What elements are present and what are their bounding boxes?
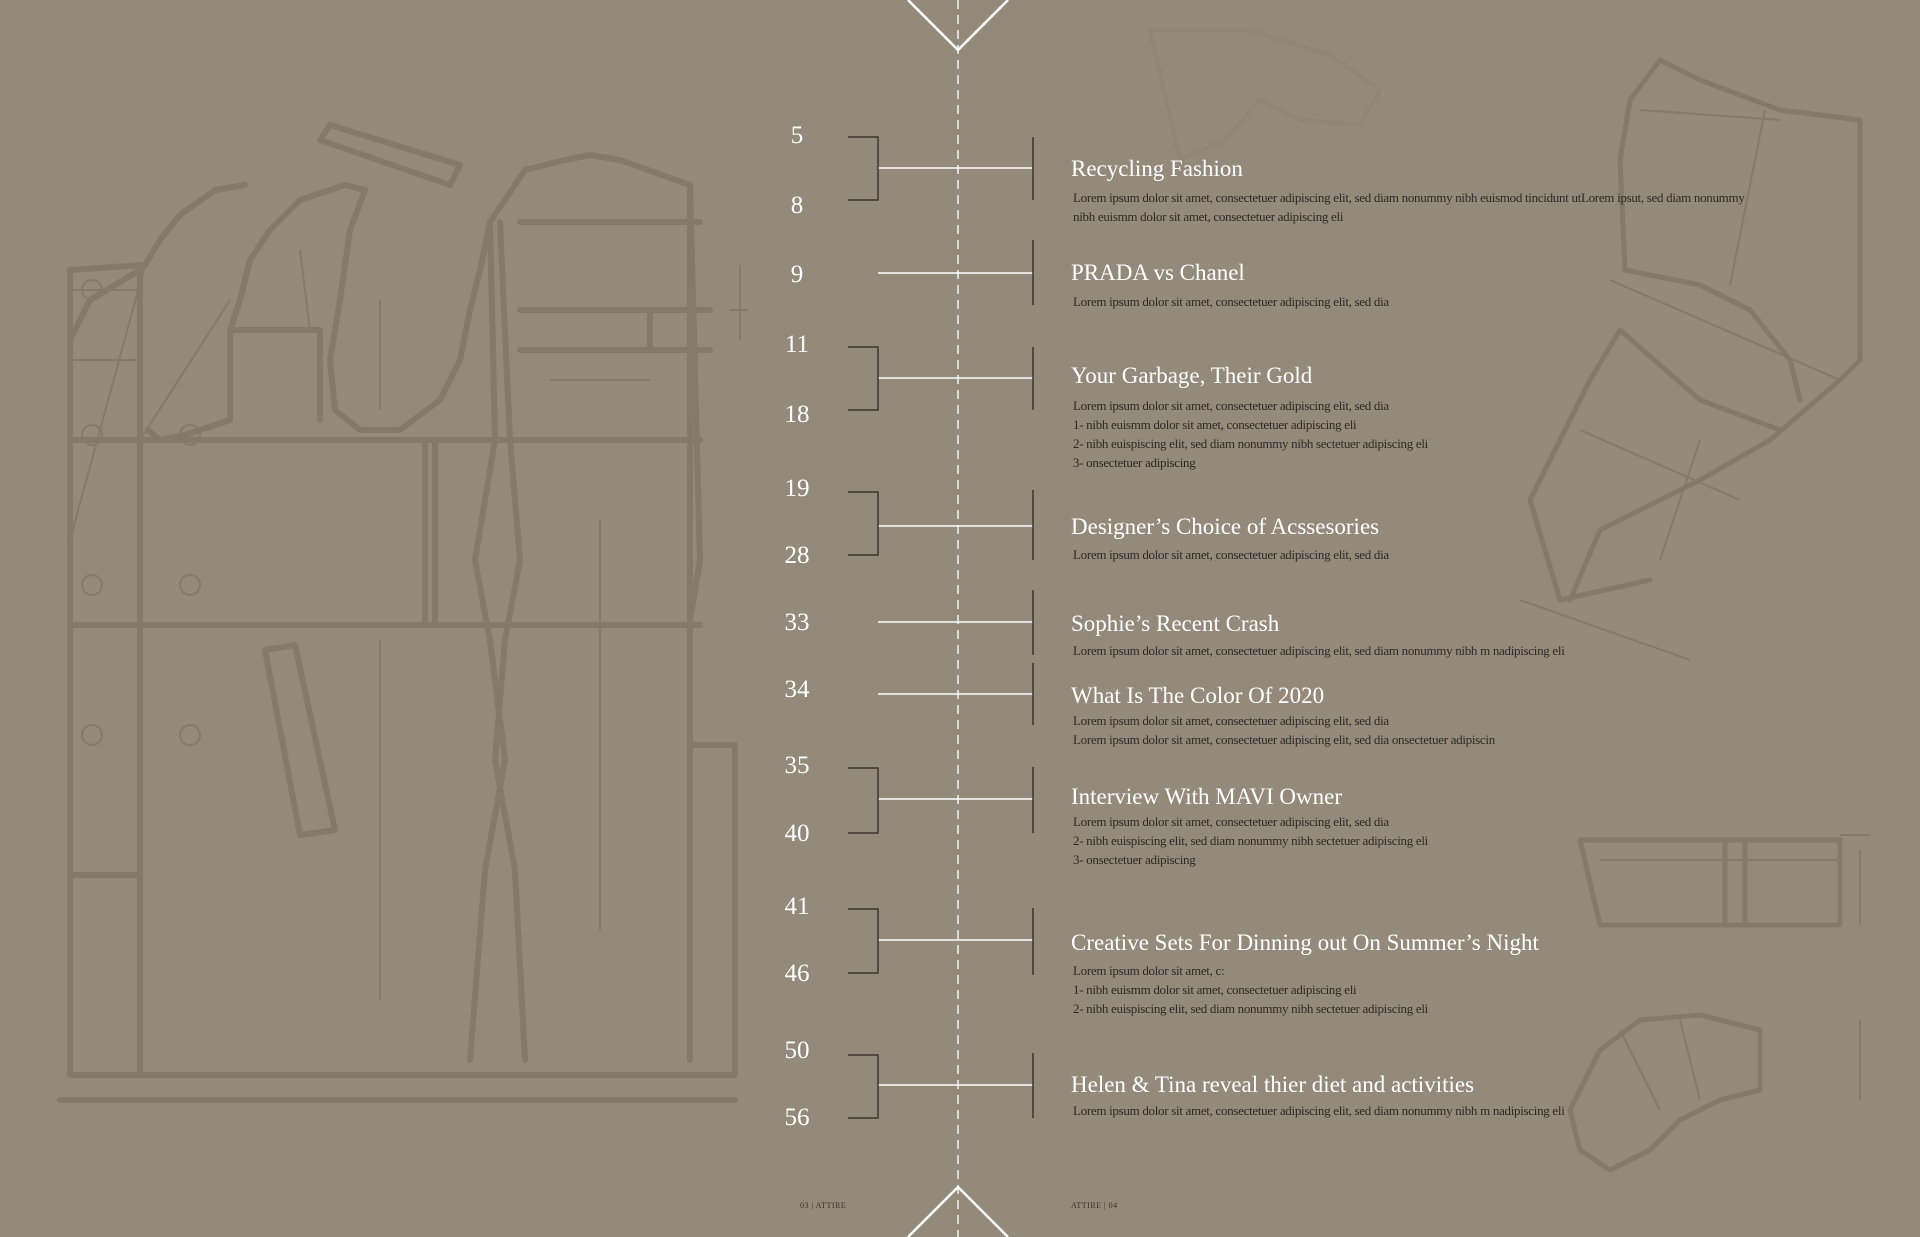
page-number: 18 xyxy=(784,401,810,428)
folio-right: ATTIRE | 04 xyxy=(1071,1201,1118,1210)
description-line: Lorem ipsum dolor sit amet, consectetuer adipiscing elit, sed diam nonummy nibh m nadipiscing eli xyxy=(1073,643,1565,658)
description-line: 2- nibh euispiscing elit, sed diam nonummy nibh sectetuer adipiscing eli xyxy=(1073,833,1428,848)
description-line: Lorem ipsum dolor sit amet, consectetuer adipiscing elit, sed dia onsectetuer adipiscin xyxy=(1073,732,1495,747)
entry-title[interactable]: Designer’s Choice of Acssesories xyxy=(1071,514,1380,539)
entry-description xyxy=(1073,812,1793,869)
entry-title[interactable]: Sophie’s Recent Crash xyxy=(1071,611,1280,636)
entry-description xyxy=(1073,545,1793,564)
description-line: 3- onsectetuer adipiscing xyxy=(1073,455,1196,470)
entry-description xyxy=(1073,1101,1793,1120)
entry-description xyxy=(1073,292,1793,311)
page-number: 19 xyxy=(784,475,810,502)
page-number: 11 xyxy=(784,331,810,358)
entry-title[interactable]: Helen & Tina reveal thier diet and activities xyxy=(1071,1072,1475,1097)
page-number: 41 xyxy=(784,893,810,920)
entry-title[interactable]: PRADA vs Chanel xyxy=(1071,260,1245,285)
description-line: Lorem ipsum dolor sit amet, consectetuer adipiscing elit, sed dia xyxy=(1073,294,1389,309)
page-number: 35 xyxy=(784,752,810,779)
description-line: 1- nibh euismm dolor sit amet, consectetuer adipiscing eli xyxy=(1073,982,1357,997)
description-line: Lorem ipsum dolor sit amet, consectetuer adipiscing elit, sed dia xyxy=(1073,814,1389,829)
page-number: 40 xyxy=(784,820,810,847)
description-line: 3- onsectetuer adipiscing xyxy=(1073,852,1196,867)
description-line: 1- nibh euismm dolor sit amet, consectetuer adipiscing eli xyxy=(1073,417,1357,432)
entry-title[interactable]: Your Garbage, Their Gold xyxy=(1071,363,1313,388)
page-number: 28 xyxy=(784,542,810,569)
page-number: 50 xyxy=(784,1037,810,1064)
page-number: 5 xyxy=(790,122,804,149)
page-number: 34 xyxy=(784,676,810,703)
description-line: Lorem ipsum dolor sit amet, consectetuer adipiscing elit, sed dia xyxy=(1073,713,1389,728)
page-number: 33 xyxy=(784,609,810,636)
entry-title[interactable]: What Is The Color Of 2020 xyxy=(1071,683,1325,708)
page-number: 9 xyxy=(790,261,804,288)
page-number: 8 xyxy=(790,192,804,219)
description-line: Lorem ipsum dolor sit amet, c: xyxy=(1073,963,1225,978)
entry-title[interactable]: Creative Sets For Dinning out On Summer’s Night xyxy=(1071,930,1539,955)
page-number: 46 xyxy=(784,960,810,987)
description-line: Lorem ipsum dolor sit amet, consectetuer adipiscing elit, sed dia xyxy=(1073,398,1389,413)
description-line: 2- nibh euispiscing elit, sed diam nonummy nibh sectetuer adipiscing eli xyxy=(1073,1001,1428,1016)
entry-description xyxy=(1073,396,1793,472)
entry-title[interactable]: Recycling Fashion xyxy=(1071,156,1243,181)
folio-left: 03 | ATTIRE xyxy=(800,1201,847,1210)
description-line: 2- nibh euispiscing elit, sed diam nonummy nibh sectetuer adipiscing eli xyxy=(1073,436,1428,451)
entry-description xyxy=(1073,188,1793,226)
description-line: Lorem ipsum dolor sit amet, consectetuer adipiscing elit, sed diam nonummy nibh euismod tincidunt utLorem ipsut, sed diam nonummy xyxy=(1073,190,1745,205)
description-line: Lorem ipsum dolor sit amet, consectetuer adipiscing elit, sed diam nonummy nibh m nadipiscing eli xyxy=(1073,1103,1565,1118)
description-line: Lorem ipsum dolor sit amet, consectetuer adipiscing elit, sed dia xyxy=(1073,547,1389,562)
entry-description xyxy=(1073,961,1793,1018)
page-number: 56 xyxy=(784,1104,810,1131)
entry-description xyxy=(1073,711,1793,749)
description-line: nibh euismm dolor sit amet, consectetuer adipiscing eli xyxy=(1073,209,1344,224)
entry-description xyxy=(1073,641,1793,660)
entry-title[interactable]: Interview With MAVI Owner xyxy=(1071,784,1342,809)
